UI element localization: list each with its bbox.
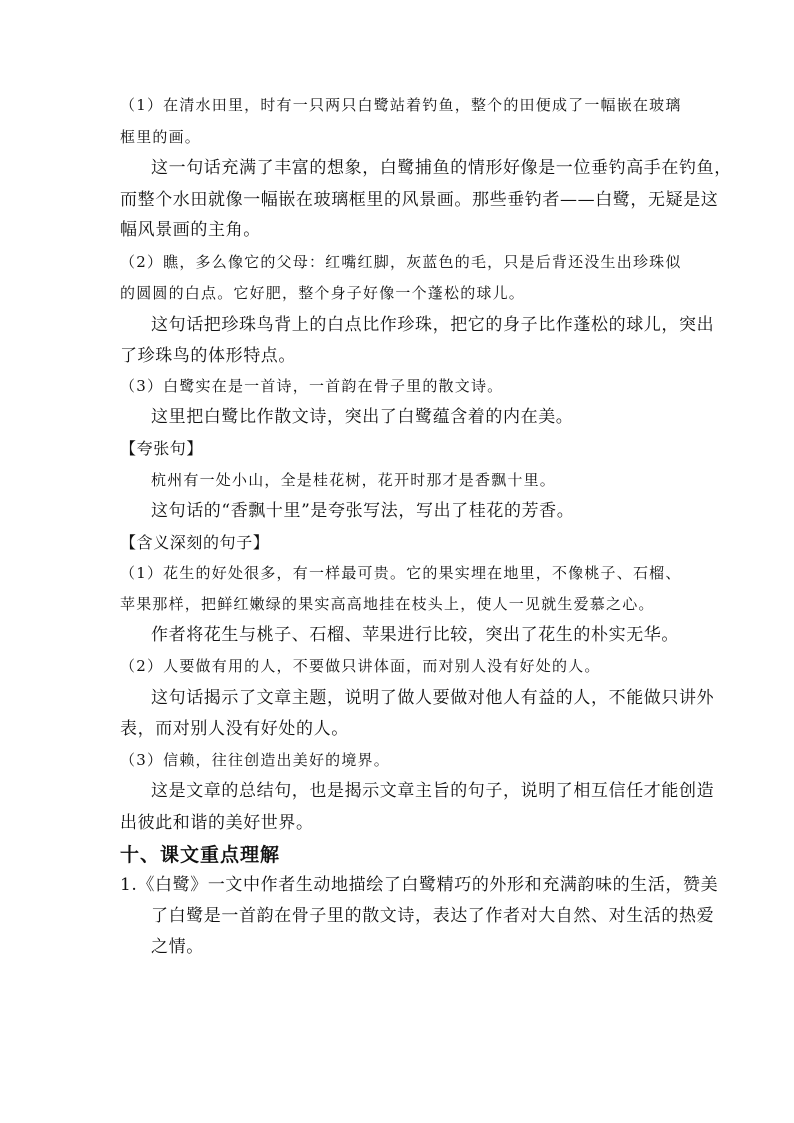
paragraph-line: 了白鹭是一首韵在骨子里的散文诗，表达了作者对大自然、对生活的热爱: [151, 906, 715, 926]
quote-line: （1）花生的好处很多，有一样最可贵。它的果实埋在地里，不像桃子、石榴、: [120, 564, 682, 582]
paragraph-line: 这一句话充满了丰富的想象，白鹭捕鱼的情形好像是一位垂钓高手在钓鱼，: [151, 158, 732, 178]
chapter-heading: 十、课文重点理解: [120, 844, 281, 866]
paragraph-line: 这句话的“香飘十里”是夸张写法，写出了桂花的芳香。: [151, 501, 575, 521]
quote-line: （1）在清水田里，时有一只两只白鹭站着钓鱼，整个的田便成了一幅嵌在玻璃: [120, 96, 682, 114]
paragraph-line: 作者将花生与桃子、石榴、苹果进行比较，突出了花生的朴实无华。: [151, 625, 679, 645]
paragraph-line: 1.《白鹭》一文中作者生动地描绘了白鹭精巧的外形和充满韵味的生活，赞美: [120, 875, 719, 895]
paragraph-line: 而整个水田就像一幅嵌在玻璃框里的风景画。那些垂钓者——白鹭，无疑是这: [120, 190, 719, 210]
section-heading: 【含义深刻的句子】: [120, 533, 270, 552]
paragraph-line: 了珍珠鸟的体形特点。: [120, 346, 296, 366]
section-heading: 【夸张句】: [120, 439, 204, 458]
paragraph-line: 这里把白鹭比作散文诗，突出了白鹭蕴含着的内在美。: [151, 407, 574, 427]
paragraph-line: 出彼此和谐的美好世界。: [120, 813, 314, 833]
paragraph-line: 幅风景画的主角。: [120, 220, 261, 240]
quote-line: （2）人要做有用的人，不要做只讲体面，而对别人没有好处的人。: [120, 657, 601, 675]
paragraph-line: 这是文章的总结句，也是揭示文章主旨的句子，说明了相互信任才能创造: [151, 781, 715, 801]
paragraph-line: 之情。: [151, 937, 204, 957]
quote-line: （3）白鹭实在是一首诗，一首韵在骨子里的散文诗。: [120, 377, 504, 395]
quote-line: 苹果那样，把鲜红嫩绿的果实高高地挂在枝头上，使人一见就生爱慕之心。: [120, 595, 655, 613]
quote-line: （2）瞧，多么像它的父母：红嘴红脚，灰蓝色的毛，只是后背还没生出珍珠似: [120, 253, 682, 271]
quote-line: 的圆圆的白点。它好肥，整个身子好像一个蓬松的球儿。: [120, 284, 526, 302]
paragraph-line: 这句话揭示了文章主题，说明了做人要做对他人有益的人，不能做只讲外: [151, 688, 715, 708]
paragraph-line: 这句话把珍珠鸟背上的白点比作珍珠，把它的身子比作蓬松的球儿，突出: [151, 315, 715, 335]
quote-line: （3）信赖，往往创造出美好的境界。: [120, 751, 390, 769]
paragraph-line: 表，而对别人没有好处的人。: [120, 719, 349, 739]
quote-line: 杭州有一处小山，全是桂花树，花开时那才是香飘十里。: [151, 471, 557, 489]
quote-line: 框里的画。: [120, 128, 202, 146]
